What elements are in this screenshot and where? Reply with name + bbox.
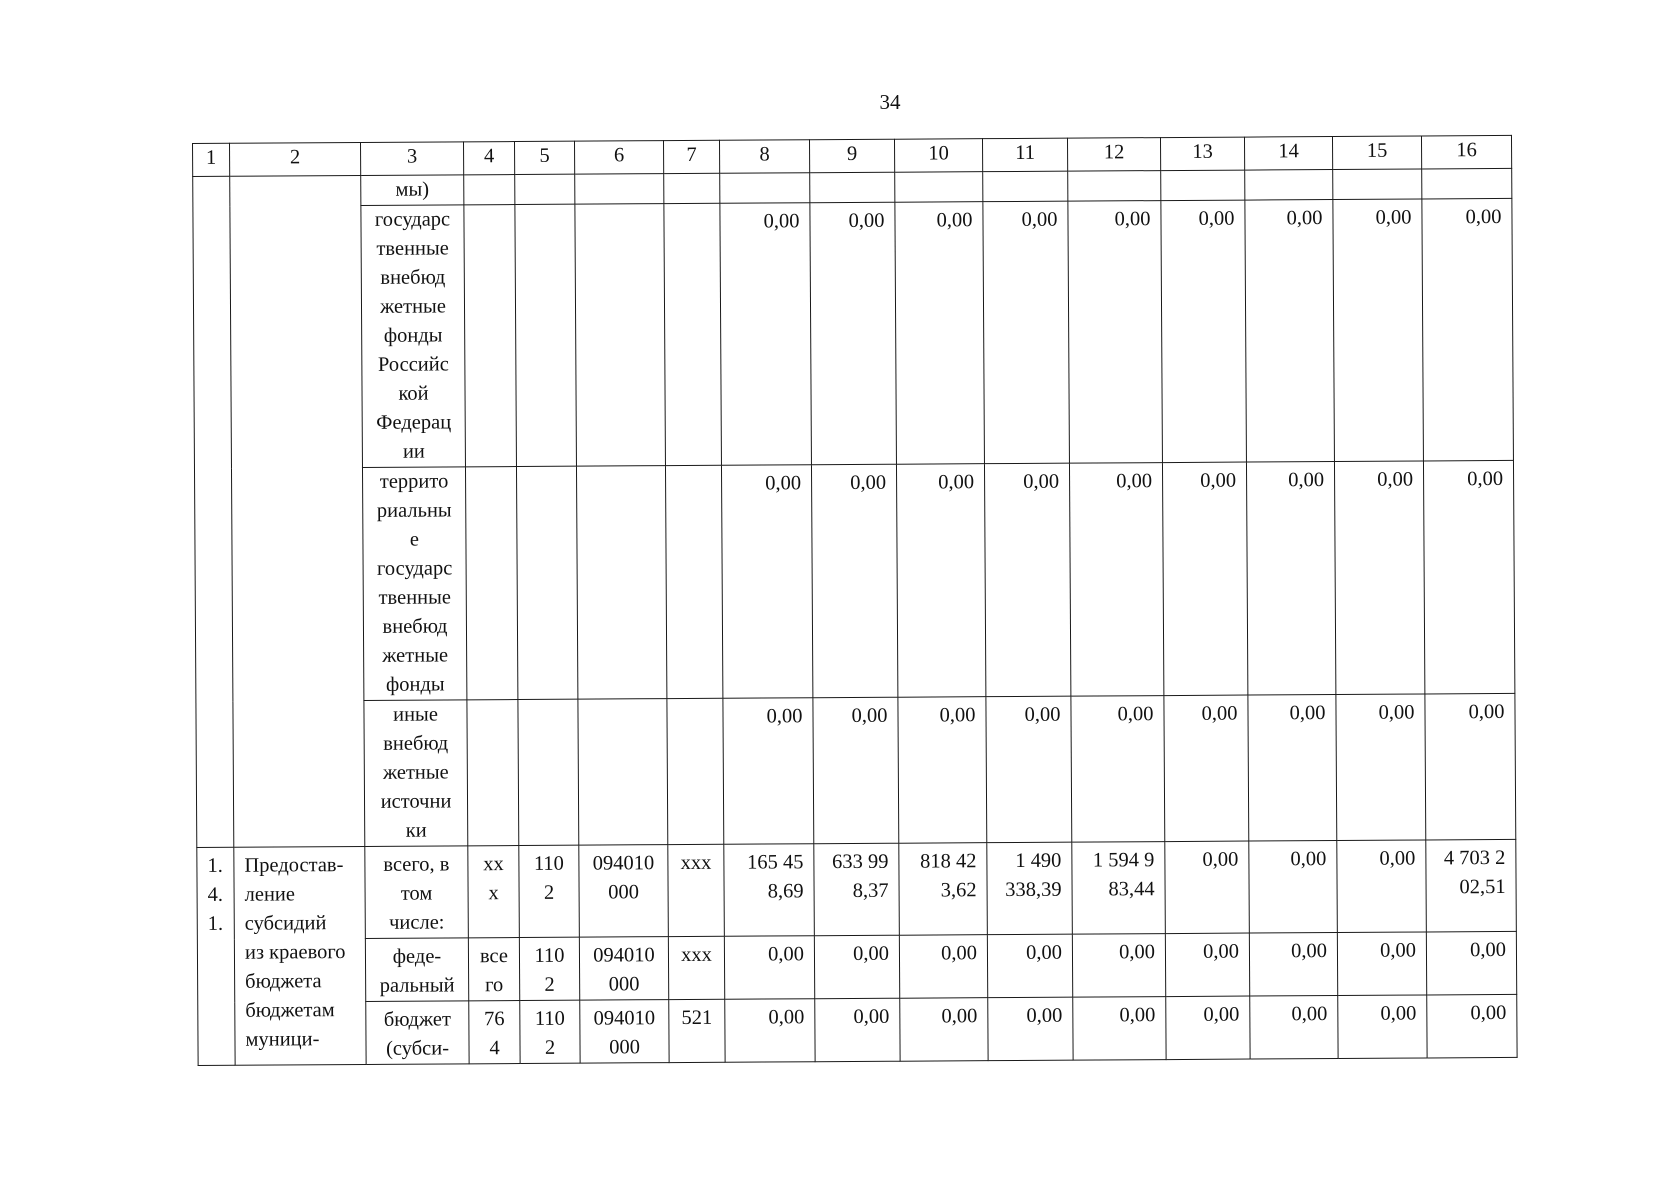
empty-cell <box>575 174 664 205</box>
value-cell: 0,00 <box>1248 695 1337 842</box>
table-row <box>197 931 1516 1002</box>
value-cell: 165 45 8,69 <box>724 844 815 937</box>
source-cell: феде- ральный <box>365 938 468 1002</box>
header-cell: 8 <box>719 140 809 174</box>
code-cell: ххх <box>668 844 725 936</box>
value-cell: 0,00 <box>983 201 1070 464</box>
empty-cell <box>467 700 519 846</box>
value-cell: 0,00 <box>986 696 1072 843</box>
header-cell: 5 <box>514 141 574 174</box>
value-cell: 0,00 <box>1336 694 1426 841</box>
value-cell: 0,00 <box>1427 994 1517 1058</box>
empty-cell <box>1245 170 1333 201</box>
header-cell: 14 <box>1244 137 1332 171</box>
value-cell: 0,00 <box>811 464 897 698</box>
source-cell: иные внебюд жетные источни ки <box>364 700 468 847</box>
source-cell: государс твенные внебюд жетные фонды Российс кой Федерац ии <box>361 205 466 468</box>
empty-cell <box>720 173 810 204</box>
header-cell: 11 <box>982 138 1067 172</box>
code-cell: 110 2 <box>519 937 579 1000</box>
value-cell: 1 594 9 83,44 <box>1072 842 1166 935</box>
header-cell: 15 <box>1332 136 1421 170</box>
value-cell: 0,00 <box>1164 695 1249 842</box>
empty-cell <box>664 203 722 465</box>
value-cell: 0,00 <box>1250 996 1338 1060</box>
value-cell: 0,00 <box>815 998 900 1062</box>
value-cell: 0,00 <box>1072 934 1165 998</box>
table-row <box>196 693 1516 847</box>
value-cell: 0,00 <box>1246 462 1335 696</box>
empty-cell <box>810 172 895 203</box>
value-cell: 0,00 <box>988 997 1073 1061</box>
value-cell: 0,00 <box>1338 995 1427 1059</box>
code-cell: 521 <box>669 999 725 1062</box>
value-cell: 0,00 <box>1249 841 1338 934</box>
value-cell: 0,00 <box>1165 841 1250 934</box>
value-cell: 0,00 <box>1069 463 1163 697</box>
value-cell: 0,00 <box>1425 693 1516 840</box>
value-cell: 633 99 8,37 <box>814 843 900 936</box>
value-cell: 4 703 2 02,51 <box>1426 839 1517 932</box>
header-cell: 7 <box>663 140 719 173</box>
value-cell: 0,00 <box>1161 200 1247 463</box>
empty-cell <box>518 699 579 845</box>
table-row <box>193 198 1514 468</box>
value-cell: 0,00 <box>987 934 1072 998</box>
code-cell: 110 2 <box>519 845 580 937</box>
source-cell: всего, в том числе: <box>365 846 469 939</box>
value-cell: 0,00 <box>721 465 812 699</box>
code-cell: ххх <box>668 936 724 999</box>
value-cell: 0,00 <box>1166 996 1250 1060</box>
header-cell: 2 <box>230 142 361 176</box>
empty-cell <box>1161 170 1245 201</box>
value-cell: 0,00 <box>723 698 814 845</box>
value-cell: 0,00 <box>814 935 899 999</box>
code-cell: хх х <box>468 846 520 938</box>
header-cell: 10 <box>894 139 982 173</box>
code-cell: все го <box>468 938 519 1001</box>
value-cell: 0,00 <box>813 697 899 844</box>
source-cell: бюджет (субси- <box>366 1001 469 1065</box>
code-cell: 110 2 <box>520 1000 580 1063</box>
header-cell: 3 <box>360 142 463 176</box>
value-cell: 0,00 <box>1334 461 1424 695</box>
value-cell: 0,00 <box>898 697 987 844</box>
table-row <box>194 460 1514 701</box>
value-cell: 0,00 <box>1249 933 1337 997</box>
value-cell: 0,00 <box>1337 840 1427 933</box>
value-cell: 0,00 <box>1333 199 1424 462</box>
empty-cell <box>515 204 577 466</box>
value-cell: 0,00 <box>1073 997 1166 1061</box>
value-cell: 0,00 <box>1245 200 1335 463</box>
value-cell: 0,00 <box>1071 696 1165 843</box>
empty-cell <box>1333 169 1422 200</box>
empty-cell <box>1422 168 1512 199</box>
header-cell: 9 <box>809 139 894 173</box>
empty-cell <box>464 205 517 467</box>
measure-name-cell: Предостав- ление субсидий из краевого бюджета бюджетам муници- <box>234 846 366 1065</box>
empty-cell <box>464 175 515 205</box>
source-cell: мы) <box>361 175 464 206</box>
value-cell: 0,00 <box>900 998 988 1062</box>
header-cell: 12 <box>1067 138 1160 172</box>
empty-cell <box>576 466 666 700</box>
value-cell: 0,00 <box>1337 932 1426 996</box>
header-cell: 16 <box>1421 135 1511 169</box>
empty-cell <box>575 204 666 467</box>
value-cell: 0,00 <box>1426 931 1516 995</box>
code-cell: 094010 000 <box>580 1000 669 1064</box>
value-cell: 0,00 <box>1068 201 1163 464</box>
value-cell: 0,00 <box>725 999 815 1063</box>
empty-cell <box>578 699 668 846</box>
value-cell: 0,00 <box>899 935 987 999</box>
table-row <box>197 839 1517 939</box>
row-number-cell: 1. 4. 1. <box>197 847 235 1065</box>
header-cell: 13 <box>1160 137 1244 171</box>
empty-cell <box>665 465 722 698</box>
empty-cell <box>895 172 983 203</box>
empty-cell <box>983 171 1068 202</box>
value-cell: 0,00 <box>1162 462 1247 696</box>
header-cell: 6 <box>574 141 663 175</box>
table-row <box>198 994 1517 1065</box>
empty-cell <box>664 173 720 203</box>
empty-cell <box>515 174 575 204</box>
header-cell: 4 <box>463 142 514 175</box>
empty-cell <box>667 698 724 844</box>
code-cell: 76 4 <box>469 1001 520 1064</box>
budget-table <box>192 135 1518 1066</box>
value-cell: 0,00 <box>984 463 1070 697</box>
empty-cell <box>465 467 517 700</box>
empty-cell <box>1068 171 1161 202</box>
page-number: 34 <box>879 90 901 114</box>
value-cell: 0,00 <box>724 936 814 1000</box>
value-cell: 0,00 <box>896 464 985 698</box>
header-cell: 1 <box>193 143 230 176</box>
empty-cell <box>516 466 577 699</box>
value-cell: 0,00 <box>720 203 812 466</box>
source-cell: террито риальны е государс твенные внебюд жетные фонды <box>362 467 466 701</box>
code-cell: 094010 000 <box>579 845 669 938</box>
code-cell: 094010 000 <box>579 937 668 1001</box>
value-cell: 0,00 <box>810 202 897 465</box>
rowno-cell-empty <box>193 176 234 847</box>
value-cell: 0,00 <box>1422 198 1514 461</box>
value-cell: 1 490 338,39 <box>987 842 1073 935</box>
value-cell: 818 42 3,62 <box>899 843 988 936</box>
value-cell: 0,00 <box>895 202 985 465</box>
value-cell: 0,00 <box>1165 933 1249 997</box>
value-cell: 0,00 <box>1423 460 1514 694</box>
name-cell-empty <box>230 175 365 847</box>
